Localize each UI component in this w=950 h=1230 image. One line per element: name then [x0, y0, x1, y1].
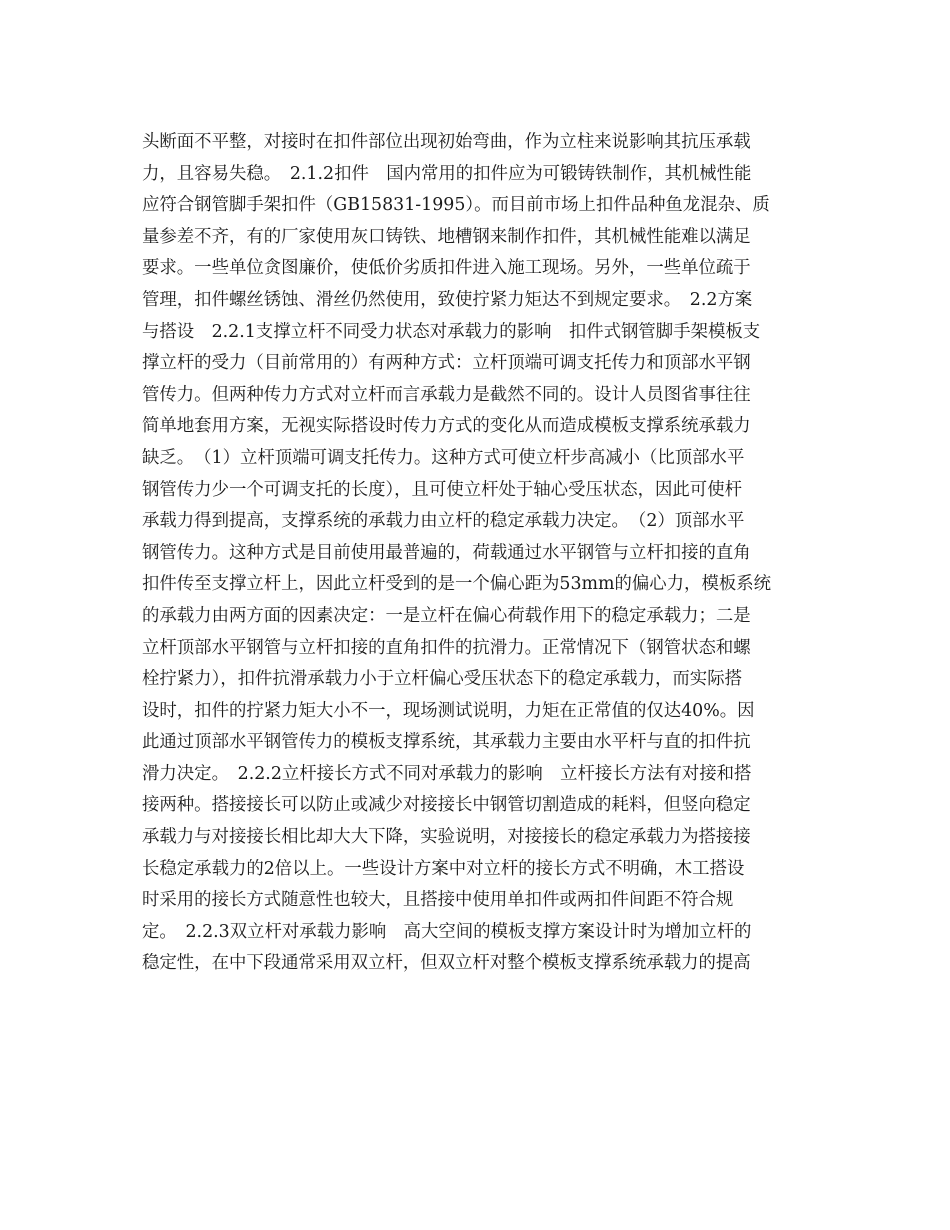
text-line: 稳定性，在中下段通常采用双立杆，但双立杆对整个模板支撑系统承载力的提高 — [142, 953, 751, 974]
text-line: 要求。一些单位贪图廉价，使低价劣质扣件进入施工现场。另外，一些单位疏于 — [142, 258, 751, 279]
text-line: 长稳定承载力的2倍以上。一些设计方案中对立杆的接长方式不明确，木工搭设 — [142, 858, 745, 879]
text-line: 此通过顶部水平钢管传力的模板支撑系统，其承载力主要由水平杆与直的扣件抗 — [142, 732, 751, 753]
text-line: 缺乏。 （1）立杆顶端可调支托传力。这种方式可使立杆步高减小（比顶部水平 — [142, 447, 745, 468]
text-line: 接两种。搭接接长可以防止或减少对接接长中钢管切割造成的耗料，但竖向稳定 — [142, 795, 751, 816]
text-line: 简单地套用方案，无视实际搭设时传力方式的变化从而造成模板支撑系统承载力 — [142, 416, 751, 437]
text-line: 扣件传至支撑立杆上，因此立杆受到的是一个偏心距为53mm的偏心力，模板系统 — [142, 574, 772, 595]
text-line: 量参差不齐，有的厂家使用灰口铸铁、地槽钢来制作扣件，其机械性能难以满足 — [142, 226, 751, 247]
text-line: 承载力与对接接长相比却大大下降，实验说明，对接接长的稳定承载力为搭接接 — [142, 827, 751, 848]
text-line: 撑立杆的受力（目前常用的）有两种方式：立杆顶端可调支托传力和顶部水平钢 — [142, 353, 751, 374]
text-line: 头断面不平整，对接时在扣件部位出现初始弯曲，作为立柱来说影响其抗压承载 — [142, 132, 751, 152]
text-line: 与搭设 2.2.1支撑立杆不同受力状态对承载力的影响 扣件式钢管脚手架模板支 — [142, 321, 761, 342]
text-line: 的承载力由两方面的因素决定：一是立杆在偏心荷载作用下的稳定承载力；二是 — [142, 605, 751, 626]
text-line: 钢管传力少一个可调支托的长度），且可使立杆处于轴心受压状态，因此可使杆 — [142, 479, 742, 500]
text-line: 力，且容易失稳。 2.1.2扣件 国内常用的扣件应为可锻铸铁制作，其机械性能 — [142, 163, 752, 184]
text-line: 栓拧紧力），扣件抗滑承载力小于立杆偏心受压状态下的稳定承载力，而实际搭 — [142, 669, 742, 690]
text-line: 滑力决定。 2.2.2立杆接长方式不同对承载力的影响 立杆接长方法有对接和搭 — [142, 763, 752, 784]
text-line: 应符合钢管脚手架扣件（GB15831-1995）。而目前市场上扣件品种鱼龙混杂、质 — [142, 195, 770, 216]
text-line: 管理，扣件螺丝锈蚀、滑丝仍然使用，致使拧紧力矩达不到规定要求。 2.2方案 — [142, 289, 753, 310]
text-line: 承载力得到提高，支撑系统的承载力由立杆的稳定承载力决定。 （2）顶部水平 — [142, 511, 745, 532]
text-line: 定。 2.2.3双立杆对承载力影响 高大空间的模板支撑方案设计时为增加立杆的 — [142, 921, 752, 942]
body-text — [142, 127, 812, 980]
text-line: 钢管传力。这种方式是目前使用最普遍的，荷载通过水平钢管与立杆扣接的直角 — [142, 542, 751, 563]
text-line: 立杆顶部水平钢管与立杆扣接的直角扣件的抗滑力。正常情况下（钢管状态和螺 — [142, 637, 751, 658]
text-line: 时采用的接长方式随意性也较大，且搭接中使用单扣件或两扣件间距不符合规 — [142, 890, 734, 911]
text-line: 管传力。但两种传力方式对立杆而言承载力是截然不同的。设计人员图省事往往 — [142, 384, 751, 405]
text-line: 设时，扣件的拧紧力矩大小不一，现场测试说明，力矩在正常值的仅达40%。因 — [142, 700, 755, 721]
